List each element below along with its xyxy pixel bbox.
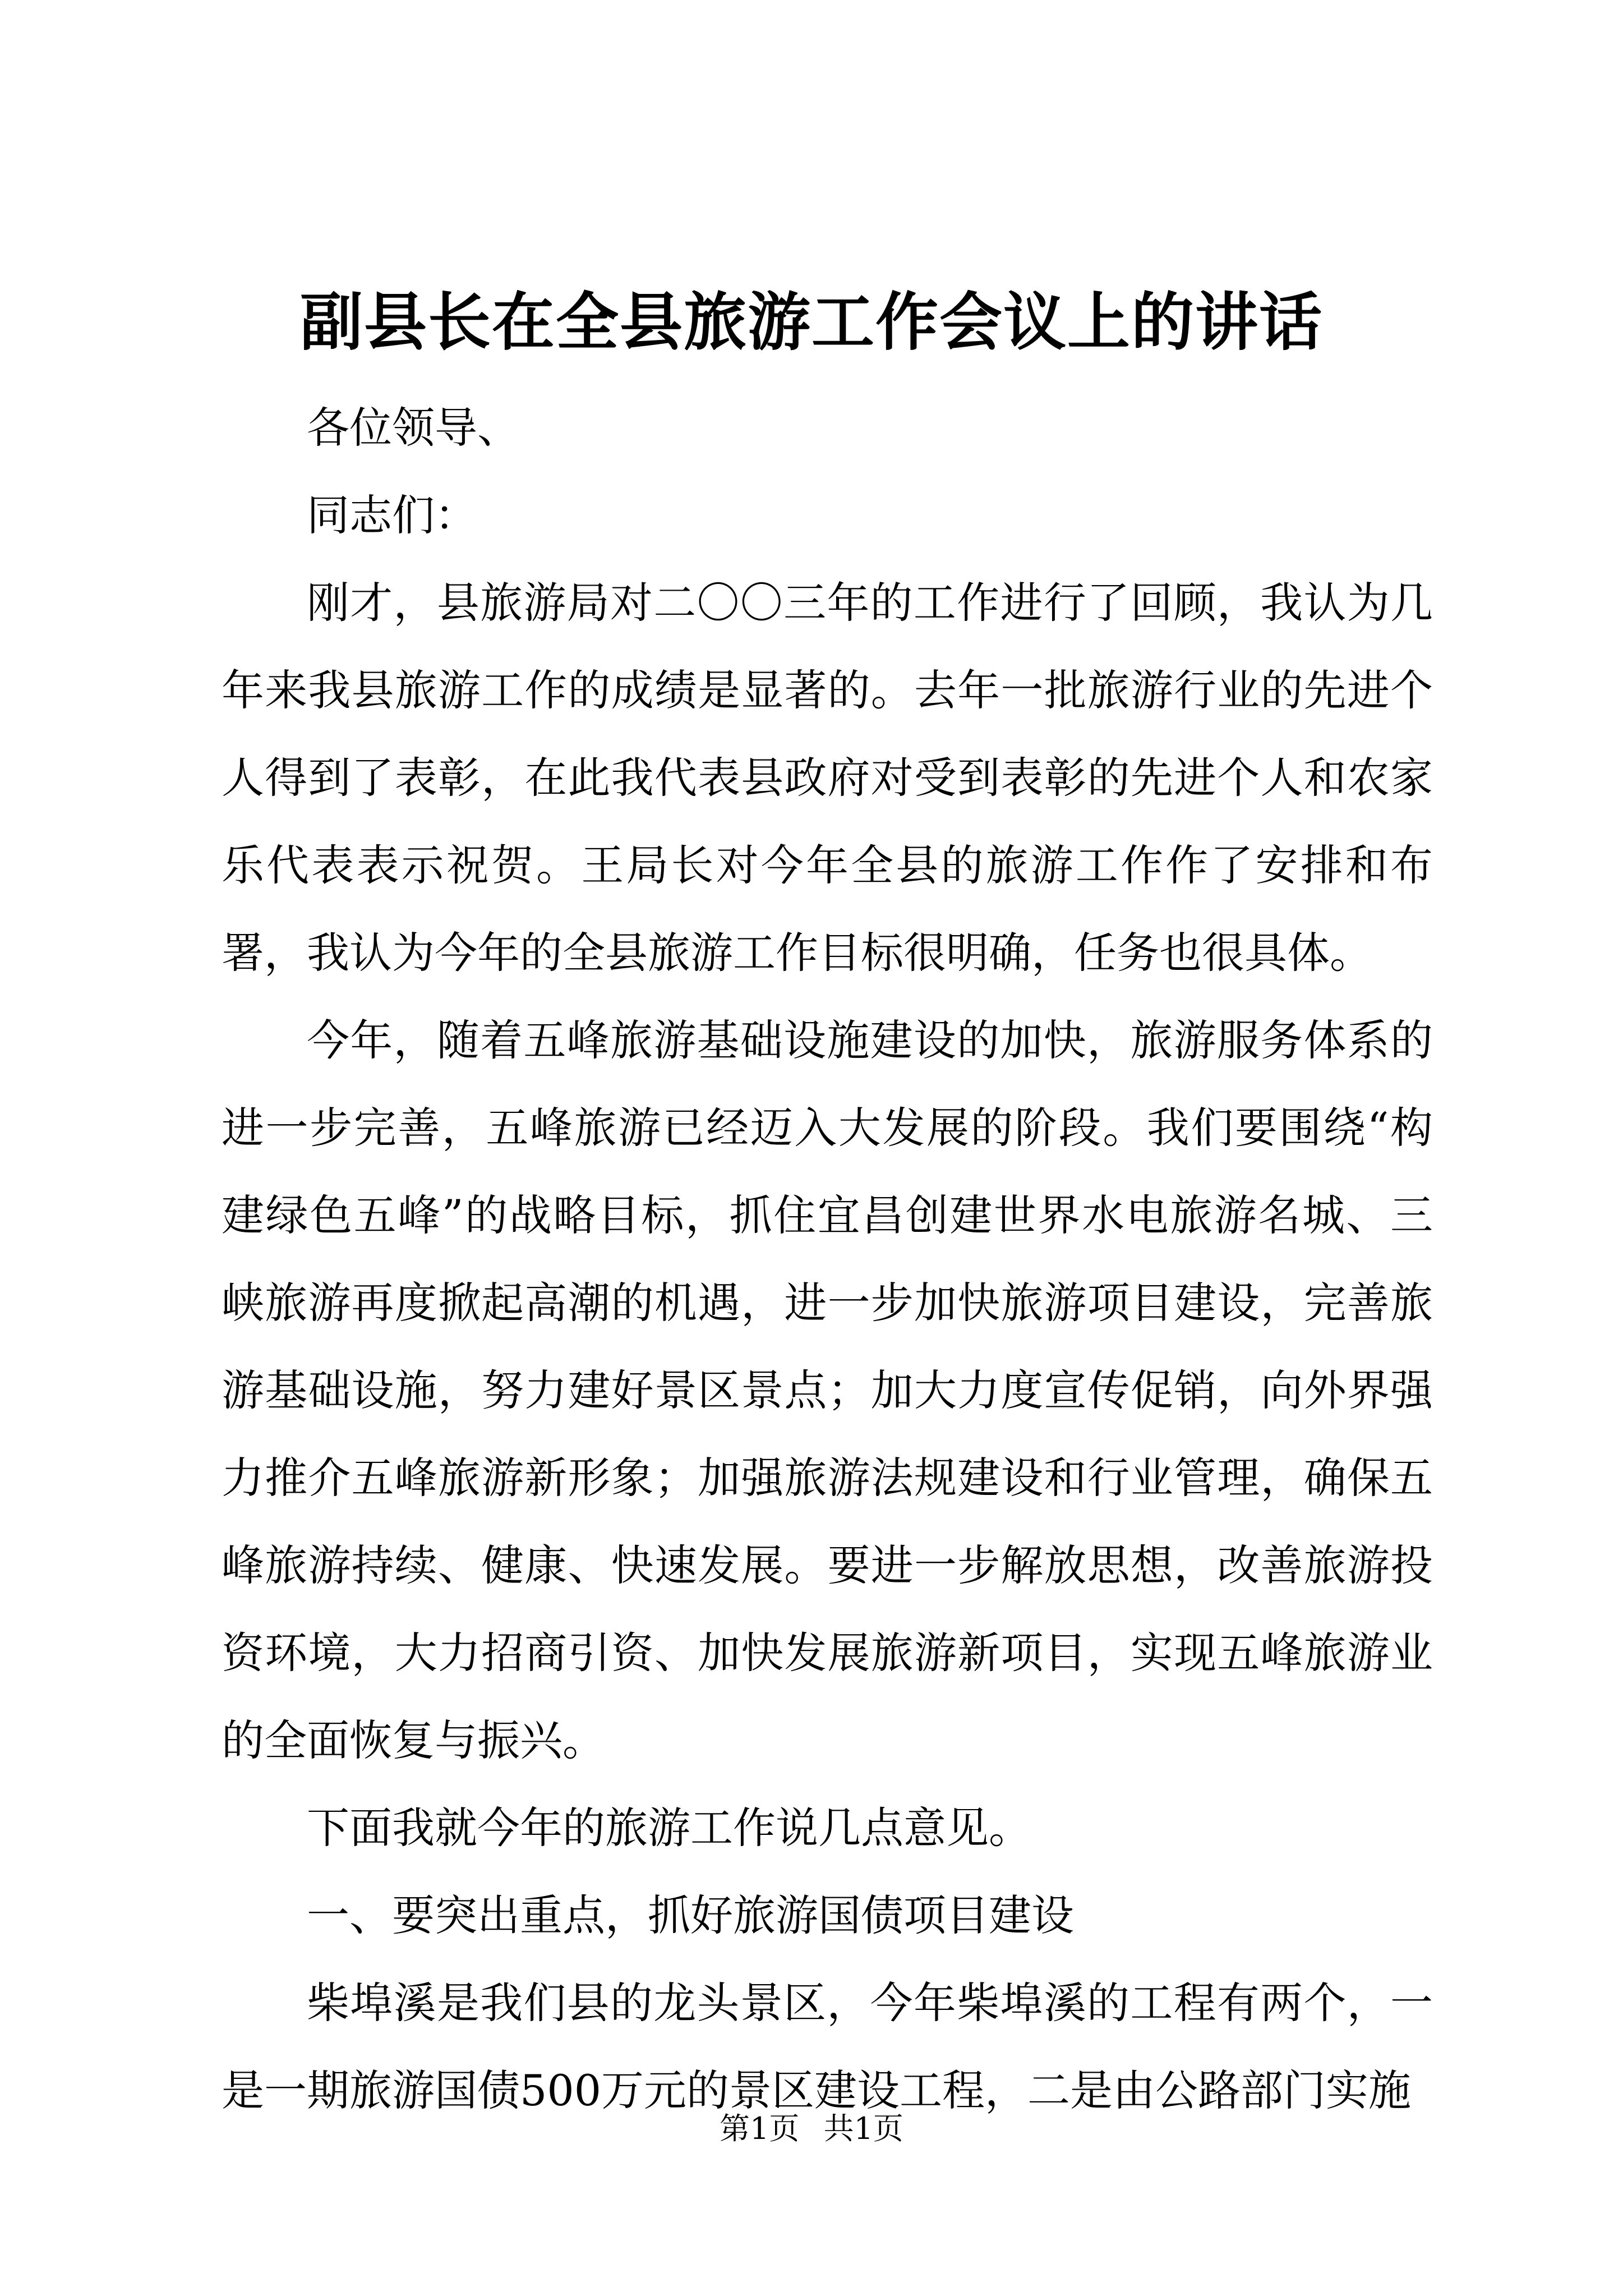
page-total: 共1页 bbox=[823, 2111, 903, 2146]
salutation-line-1: 各位领导、 bbox=[307, 403, 520, 453]
page-number: 第1页 bbox=[720, 2111, 800, 2146]
document-title: 副县长在全县旅游工作会议上的讲话 bbox=[300, 286, 1323, 359]
body-paragraph: 今年，随着五峰旅游基础设施建设的加快，旅游服务体系的进一步完善，五峰旅游已经迈入大发展的阶段。我们要围绕“构建绿色五峰”的战略目标，抓住宜昌创建世界水电旅游名城、三峡旅游再度掀起高潮的机遇，进一步加快旅游项目建设，完善旅游基础设施，努力建好景区景点；加大力度宣传促销，向外界强力推介五峰旅游新形象；加强旅游法规建设和行业管理，确保五峰旅游持续、健康、快速发展。要进一步解放思想，改善旅游投资环境，大力招商引资、加快发展旅游新项目，实现五峰旅游业的全面恢复与振兴。 bbox=[222, 1015, 1433, 1765]
section-heading: 一、要突出重点，抓好旅游国债项目建设 bbox=[307, 1890, 1074, 1940]
page-footer bbox=[0, 2106, 1623, 2151]
document-body bbox=[222, 384, 1433, 2134]
body-paragraph: 刚才，县旅游局对二〇〇三年的工作进行了回顾，我认为几年来我县旅游工作的成绩是显著的。去年一批旅游行业的先进个人得到了表彰，在此我代表县政府对受到表彰的先进个人和农家乐代表表示祝贺。王局长对今年全县的旅游工作作了安排和布署，我认为今年的全县旅游工作目标很明确，任务也很具体。 bbox=[222, 578, 1433, 978]
salutation-line-2: 同志们： bbox=[307, 490, 477, 540]
body-paragraph: 下面我就今年的旅游工作说几点意见。 bbox=[307, 1803, 1031, 1853]
body-paragraph: 柴埠溪是我们县的龙头景区，今年柴埠溪的工程有两个，一是一期旅游国债500万元的景区建设工程，二是由公路部门实施 bbox=[222, 1978, 1433, 2115]
